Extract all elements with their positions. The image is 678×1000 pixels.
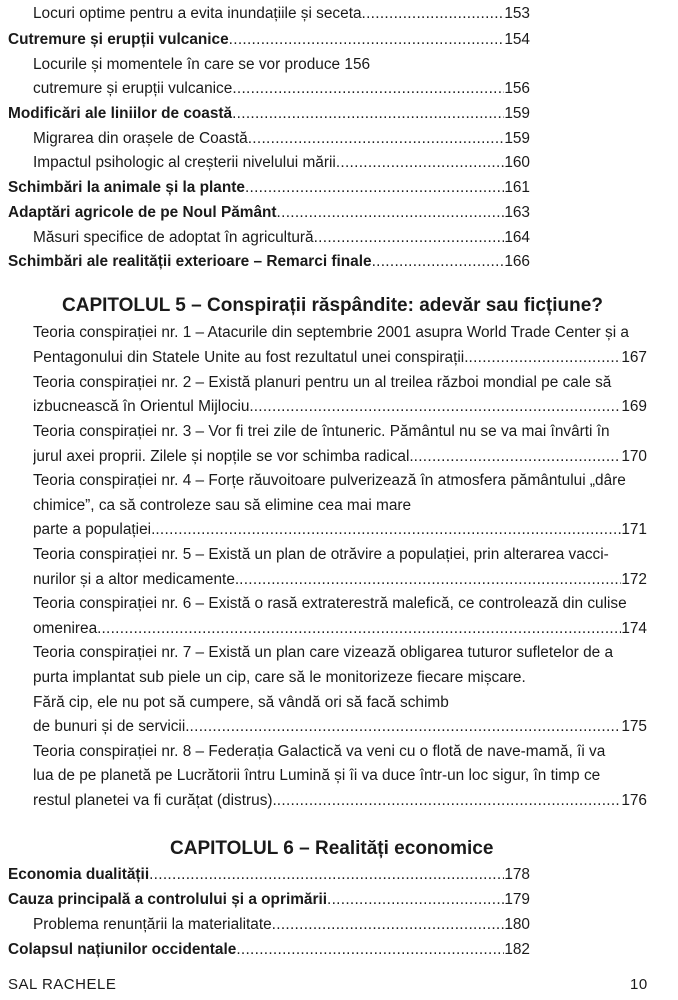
toc-entry-page: 161 xyxy=(504,179,530,196)
dot-leader xyxy=(372,252,505,272)
toc-entry-page: 171 xyxy=(621,521,647,538)
toc-line-text: Teoria conspirației nr. 3 – Vor fi trei zile de întuneric. Pământul nu se va mai învârti în xyxy=(33,423,610,440)
toc-entry[interactable] xyxy=(33,79,530,99)
toc-line[interactable] xyxy=(33,619,647,639)
toc-entry[interactable] xyxy=(8,203,530,223)
toc-entry-page: 172 xyxy=(621,571,647,588)
toc-line-text: Teoria conspirației nr. 2 – Există planuri pentru un al treilea război mondial pe cale să xyxy=(33,374,612,391)
toc-line[interactable] xyxy=(33,643,647,663)
toc-line[interactable] xyxy=(33,545,647,565)
toc-line-text: Teoria conspirației nr. 8 – Federația Galactică va veni cu o flotă de nave-mamă, îi va xyxy=(33,743,606,760)
toc-line[interactable] xyxy=(33,791,647,811)
toc-entry-page: 170 xyxy=(621,448,647,465)
toc-line[interactable] xyxy=(33,766,647,786)
toc-entry-page: 176 xyxy=(621,792,647,809)
toc-entry[interactable] xyxy=(33,228,530,248)
toc-entry-page: 163 xyxy=(504,204,530,221)
toc-entry-page: 179 xyxy=(504,891,530,908)
toc-line[interactable] xyxy=(33,447,647,467)
toc-entry-page: 159 xyxy=(504,130,530,147)
dot-leader xyxy=(149,865,504,885)
toc-line[interactable] xyxy=(33,520,647,540)
toc-entry-page: 167 xyxy=(621,349,647,366)
dot-leader xyxy=(229,30,505,50)
toc-line-text: lua de pe planetă pe Lucrătorii întru Lumină și îi va duce într-un loc sigur, în timp ce xyxy=(33,767,601,784)
dot-leader xyxy=(414,447,622,467)
chapter-heading: CAPITOLUL 6 – Realități economice xyxy=(170,838,494,859)
toc-entry-title: Locurile și momentele în care se vor produce 156 xyxy=(33,56,371,73)
toc-line-text: Teoria conspirației nr. 5 – Există un plan de otrăvire a populației, prin alterarea vacci- xyxy=(33,546,609,563)
dot-leader xyxy=(248,129,505,149)
toc-entry-title: Adaptări agricole de pe Noul Pământ xyxy=(8,204,277,221)
dot-leader xyxy=(272,915,505,935)
toc-line-text: Teoria conspirației nr. 7 – Există un plan care vizează obligarea tuturor sufletelor de a xyxy=(33,644,614,661)
toc-line-text: purta implantat sub piele un cip, care să le monitorizeze fiecare mișcare. xyxy=(33,669,526,686)
toc-entry-title: Problema renunțării la materialitate xyxy=(33,916,272,933)
toc-entry-page: 164 xyxy=(504,229,530,246)
toc-entry-page: 156 xyxy=(504,80,530,97)
toc-entry[interactable] xyxy=(33,153,530,173)
dot-leader xyxy=(314,228,505,248)
toc-entry-page: 182 xyxy=(504,941,530,958)
toc-entry-page: 180 xyxy=(504,916,530,933)
dot-leader xyxy=(190,717,622,737)
toc-line[interactable] xyxy=(33,373,647,393)
toc-entry[interactable] xyxy=(33,55,530,75)
toc-entry-page: 154 xyxy=(504,31,530,48)
toc-line[interactable] xyxy=(33,422,647,442)
toc-line[interactable] xyxy=(33,397,647,417)
dot-leader xyxy=(277,791,622,811)
dot-leader xyxy=(254,397,622,417)
toc-line[interactable] xyxy=(33,717,647,737)
toc-entry-title: Cutremure și erupții vulcanice xyxy=(8,31,229,48)
toc-entry[interactable] xyxy=(8,865,530,885)
toc-line[interactable] xyxy=(33,693,647,713)
toc-entry-page: 166 xyxy=(504,253,530,270)
toc-line-text: Pentagonului din Statele Unite au fost rezultatul unei conspirații. xyxy=(33,349,469,366)
toc-line-text: parte a populației. xyxy=(33,521,156,538)
toc-line-text: izbucnească în Orientul Mijlociu. xyxy=(33,398,254,415)
toc-entry[interactable] xyxy=(8,104,530,124)
toc-entry-title: cutremure și erupții vulcanice xyxy=(33,80,233,97)
toc-entry[interactable] xyxy=(8,890,530,910)
toc-line[interactable] xyxy=(33,496,647,516)
toc-entry-title: Schimbări la animale și la plante xyxy=(8,179,245,196)
toc-entry[interactable] xyxy=(8,178,530,198)
toc-entry[interactable] xyxy=(8,940,530,960)
toc-entry[interactable] xyxy=(33,129,530,149)
toc-line[interactable] xyxy=(33,742,647,762)
toc-entry[interactable] xyxy=(33,4,530,24)
dot-leader xyxy=(232,104,504,124)
toc-entry-title: Economia dualității xyxy=(8,866,150,883)
toc-entry-page: 153 xyxy=(504,5,530,22)
toc-line-text: nurilor și a altor medicamente. xyxy=(33,571,240,588)
toc-line[interactable] xyxy=(33,594,647,614)
dot-leader xyxy=(327,890,504,910)
dot-leader xyxy=(155,520,621,540)
toc-line-text: Teoria conspirației nr. 6 – Există o rasă extraterestră malefică, ce controlează din culise xyxy=(33,595,627,612)
toc-entry-page: 174 xyxy=(621,620,647,637)
toc-line-text: chimice”, ca să controleze sau să elimine cea mai mare xyxy=(33,497,412,514)
toc-entry[interactable] xyxy=(8,252,530,272)
toc-entry-page: 169 xyxy=(621,398,647,415)
toc-entry-page: 175 xyxy=(621,718,647,735)
toc-line[interactable] xyxy=(33,348,647,368)
footer-author: SAL RACHELE xyxy=(8,976,117,993)
toc-line-text: Teoria conspirației nr. 1 – Atacurile din septembrie 2001 asupra World Trade Center și a xyxy=(33,324,629,341)
dot-leader xyxy=(362,4,505,24)
dot-leader xyxy=(239,570,621,590)
page-number: 10 xyxy=(630,976,648,993)
toc-entry-title: Migrarea din orașele de Coastă xyxy=(33,130,248,147)
toc-entry-title: Cauza principală a controlului și a oprimării xyxy=(8,891,328,908)
toc-entry-page: 160 xyxy=(504,154,530,171)
dot-leader xyxy=(101,619,621,639)
toc-entry-title: Modificări ale liniilor de coastă xyxy=(8,105,233,122)
toc-entry-page: 178 xyxy=(504,866,530,883)
toc-line[interactable] xyxy=(33,471,647,491)
toc-line-text: de bunuri și de servicii. xyxy=(33,718,190,735)
toc-line-text: omenirea. xyxy=(33,620,102,637)
toc-entry-page: 159 xyxy=(504,105,530,122)
toc-line[interactable] xyxy=(33,668,647,688)
toc-line-text: Teoria conspirației nr. 4 – Forțe răuvoitoare pulverizează în atmosfera pământului „dâre xyxy=(33,472,626,489)
toc-entry-title: Locuri optime pentru a evita inundațiile și seceta xyxy=(33,5,362,22)
dot-leader xyxy=(245,178,504,198)
toc-line[interactable] xyxy=(33,570,647,590)
dot-leader xyxy=(236,940,504,960)
toc-entry[interactable] xyxy=(8,30,530,50)
toc-entry-title: Colapsul națiunilor occidentale xyxy=(8,941,237,958)
toc-line-text: Fără cip, ele nu pot să cumpere, să vândă ori să facă schimb xyxy=(33,694,449,711)
dot-leader xyxy=(336,153,505,173)
chapter-heading: CAPITOLUL 5 – Conspirații răspândite: adevăr sau ficțiune? xyxy=(62,295,603,316)
toc-entry-title: Impactul psihologic al creșterii nivelului mării xyxy=(33,154,336,171)
dot-leader xyxy=(232,79,504,99)
toc-line-text: jurul axei proprii. Zilele și nopțile se vor schimba radical. xyxy=(33,448,414,465)
toc-entry[interactable] xyxy=(33,915,530,935)
toc-line-text: restul planetei va fi curățat (distrus). xyxy=(33,792,277,809)
toc-entry-title: Schimbări ale realității exterioare – Remarci finale xyxy=(8,253,372,270)
toc-entry-title: Măsuri specifice de adoptat în agricultură xyxy=(33,229,314,246)
toc-line[interactable] xyxy=(33,323,647,343)
dot-leader xyxy=(277,203,505,223)
dot-leader xyxy=(469,348,622,368)
